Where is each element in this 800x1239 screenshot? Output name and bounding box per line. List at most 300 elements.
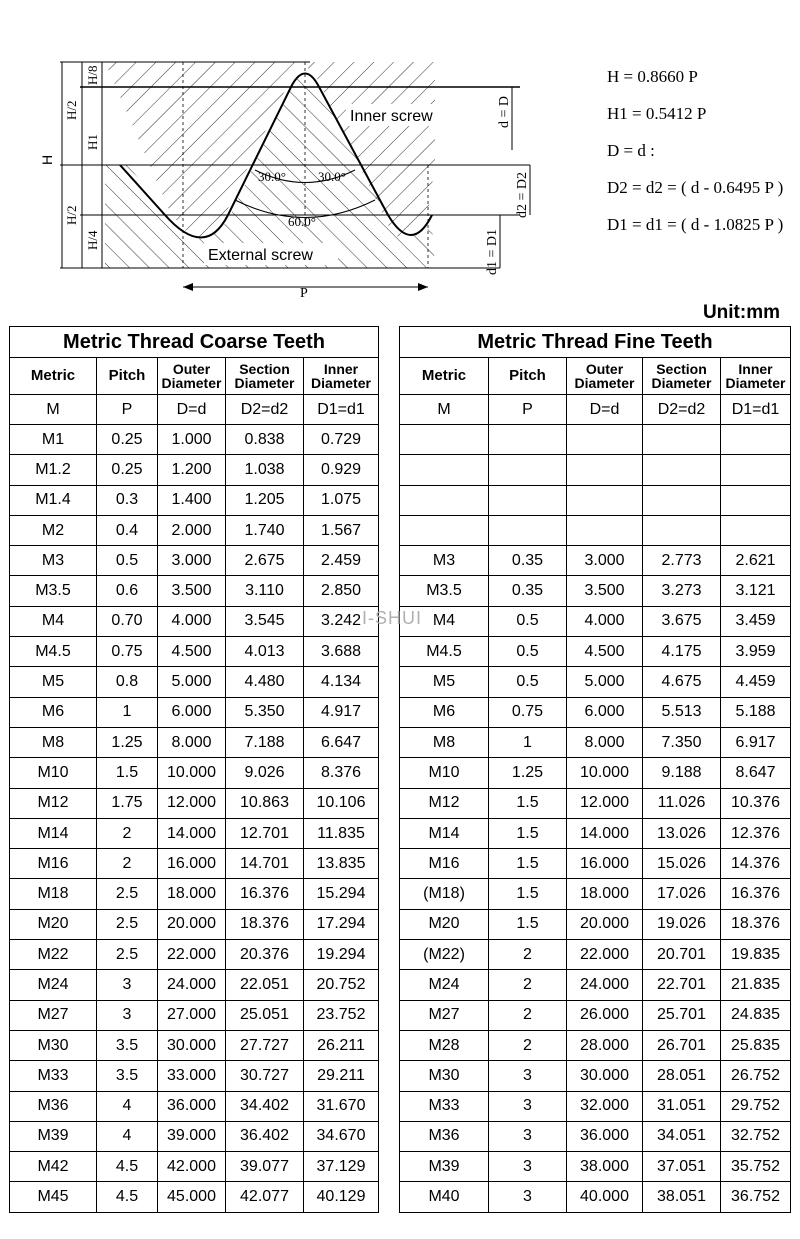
table-row: [400, 1091, 791, 1121]
table-cell: 16.000: [158, 849, 226, 879]
table-cell: 13.026: [643, 818, 721, 848]
table-cell: 36.000: [158, 1091, 226, 1121]
table-cell: M12: [10, 788, 97, 818]
table-cell: 19.026: [643, 909, 721, 939]
table-row: [10, 667, 379, 697]
table-cell: 1.5: [489, 879, 567, 909]
table-row: [400, 818, 791, 848]
label-pitch: P: [300, 286, 308, 300]
table-row: [400, 515, 791, 545]
table-cell: M5: [10, 667, 97, 697]
table-cell: 3.121: [721, 576, 791, 606]
table-cell: M39: [400, 1152, 489, 1182]
table-cell: 1.75: [97, 788, 158, 818]
table-cell: 37.129: [304, 1152, 379, 1182]
table-cell: 28.051: [643, 1061, 721, 1091]
table-row: [400, 849, 791, 879]
table-cell: [721, 485, 791, 515]
table-cell: M3.5: [400, 576, 489, 606]
table-cell: M39: [10, 1121, 97, 1151]
table-row: [400, 727, 791, 757]
table-row: [400, 909, 791, 939]
table-cell: 3.273: [643, 576, 721, 606]
coarse-header-1: Pitch: [97, 358, 158, 395]
table-cell: 19.835: [721, 940, 791, 970]
label-angle-left: 30.0°: [258, 169, 286, 184]
table-cell: 16.376: [721, 879, 791, 909]
table-cell: M28: [400, 1030, 489, 1060]
table-cell: 2.773: [643, 546, 721, 576]
table-cell: 4.500: [567, 637, 643, 667]
fine-header-3: Section Diameter: [643, 358, 721, 395]
formula-h: H = 0.8660 P: [607, 67, 698, 86]
table-cell: 0.5: [489, 637, 567, 667]
table-cell: [721, 515, 791, 545]
table-cell: 3.688: [304, 637, 379, 667]
fine-header-4: Inner Diameter: [721, 358, 791, 395]
table-cell: 1.740: [226, 515, 304, 545]
table-row: [10, 1000, 379, 1030]
table-cell: 8.000: [158, 727, 226, 757]
table-cell: 18.376: [226, 909, 304, 939]
table-cell: 3.110: [226, 576, 304, 606]
fine-table-title: Metric Thread Fine Teeth: [400, 327, 791, 358]
label-d2-eq-D2: d2 = D2: [515, 171, 530, 218]
table-cell: 8.376: [304, 758, 379, 788]
table-cell: 31.670: [304, 1091, 379, 1121]
coarse-symbol-4: D1=d1: [304, 395, 379, 425]
table-row: [10, 879, 379, 909]
table-cell: 20.000: [158, 909, 226, 939]
table-cell: 3.459: [721, 606, 791, 636]
table-row: [400, 1121, 791, 1151]
table-cell: M33: [10, 1061, 97, 1091]
table-cell: 31.051: [643, 1091, 721, 1121]
table-cell: [400, 515, 489, 545]
table-cell: 34.670: [304, 1121, 379, 1151]
table-cell: 4.5: [97, 1182, 158, 1212]
unit-label: Unit:mm: [702, 302, 780, 323]
table-row: [10, 515, 379, 545]
fine-thread-table: [399, 326, 791, 1213]
table-cell: 0.5: [97, 546, 158, 576]
table-cell: M24: [10, 970, 97, 1000]
table-cell: 14.000: [567, 818, 643, 848]
table-cell: M45: [10, 1182, 97, 1212]
table-cell: M4.5: [10, 637, 97, 667]
table-cell: M20: [400, 909, 489, 939]
label-angle-total: 60.0°: [288, 214, 316, 229]
table-cell: 24.000: [567, 970, 643, 1000]
table-cell: 16.000: [567, 849, 643, 879]
table-row: [10, 970, 379, 1000]
table-cell: 6.000: [158, 697, 226, 727]
table-cell: 2.850: [304, 576, 379, 606]
table-cell: 4.675: [643, 667, 721, 697]
table-cell: 1.205: [226, 485, 304, 515]
table-cell: 36.752: [721, 1182, 791, 1212]
table-cell: 20.701: [643, 940, 721, 970]
table-row: [10, 1152, 379, 1182]
coarse-header-3: Section Diameter: [226, 358, 304, 395]
table-cell: 3: [489, 1152, 567, 1182]
table-row: [10, 940, 379, 970]
table-row: [400, 1182, 791, 1212]
label-h2-top: H/2: [64, 100, 79, 120]
watermark: I-SHUI: [362, 608, 422, 628]
table-cell: 18.376: [721, 909, 791, 939]
fine-symbol-row: [400, 395, 791, 425]
table-cell: 38.000: [567, 1152, 643, 1182]
table-row: [400, 425, 791, 455]
table-cell: 27.727: [226, 1030, 304, 1060]
table-cell: 3: [489, 1182, 567, 1212]
table-cell: 3.000: [158, 546, 226, 576]
table-cell: M10: [400, 758, 489, 788]
table-cell: [643, 425, 721, 455]
table-row: [10, 637, 379, 667]
table-row: [10, 485, 379, 515]
table-cell: [567, 425, 643, 455]
table-cell: 3.000: [567, 546, 643, 576]
table-row: [400, 697, 791, 727]
table-cell: [400, 485, 489, 515]
table-cell: 4.459: [721, 667, 791, 697]
coarse-table-title: Metric Thread Coarse Teeth: [10, 327, 379, 358]
table-cell: M27: [400, 1000, 489, 1030]
table-cell: 1: [97, 697, 158, 727]
table-cell: 12.376: [721, 818, 791, 848]
table-cell: [567, 485, 643, 515]
table-row: [400, 879, 791, 909]
table-cell: 17.294: [304, 909, 379, 939]
table-cell: M4: [10, 606, 97, 636]
table-cell: 0.25: [97, 425, 158, 455]
table-cell: M4.5: [400, 637, 489, 667]
table-cell: 32.752: [721, 1121, 791, 1151]
table-cell: 36.000: [567, 1121, 643, 1151]
table-cell: M30: [400, 1061, 489, 1091]
table-cell: 25.051: [226, 1000, 304, 1030]
table-row: [400, 606, 791, 636]
table-cell: 3: [489, 1091, 567, 1121]
table-cell: 6.917: [721, 727, 791, 757]
table-cell: 1.075: [304, 485, 379, 515]
table-cell: 10.000: [158, 758, 226, 788]
label-h2-bottom: H/2: [64, 205, 79, 225]
formula-h1: H1 = 0.5412 P: [607, 104, 707, 123]
table-cell: 36.402: [226, 1121, 304, 1151]
table-cell: 1.5: [489, 788, 567, 818]
label-h8: H/8: [85, 65, 100, 85]
table-cell: [489, 425, 567, 455]
table-cell: 6.647: [304, 727, 379, 757]
table-cell: 11.026: [643, 788, 721, 818]
table-cell: 0.729: [304, 425, 379, 455]
table-cell: 25.835: [721, 1030, 791, 1060]
table-cell: 5.350: [226, 697, 304, 727]
table-cell: 0.75: [489, 697, 567, 727]
table-cell: 2: [97, 818, 158, 848]
table-cell: 25.701: [643, 1000, 721, 1030]
table-row: [10, 788, 379, 818]
table-row: [400, 455, 791, 485]
table-cell: 26.701: [643, 1030, 721, 1060]
table-cell: 12.701: [226, 818, 304, 848]
fine-symbol-1: P: [489, 395, 567, 425]
table-cell: [489, 455, 567, 485]
table-cell: 0.4: [97, 515, 158, 545]
table-cell: 10.106: [304, 788, 379, 818]
table-cell: 5.513: [643, 697, 721, 727]
table-cell: M8: [400, 727, 489, 757]
table-cell: M16: [400, 849, 489, 879]
table-cell: 2.000: [158, 515, 226, 545]
table-cell: M18: [10, 879, 97, 909]
label-d1-eq-D1: d1 = D1: [485, 228, 500, 275]
table-cell: 3.5: [97, 1030, 158, 1060]
fine-header-row: [400, 358, 791, 395]
table-cell: 2.5: [97, 909, 158, 939]
table-cell: 35.752: [721, 1152, 791, 1182]
table-cell: [489, 515, 567, 545]
table-cell: M1.2: [10, 455, 97, 485]
table-row: [400, 1030, 791, 1060]
table-cell: 4: [97, 1091, 158, 1121]
table-cell: 40.000: [567, 1182, 643, 1212]
coarse-thread-table: [9, 326, 379, 1213]
table-cell: M36: [10, 1091, 97, 1121]
table-cell: 3: [489, 1121, 567, 1151]
table-cell: 14.701: [226, 849, 304, 879]
table-cell: 32.000: [567, 1091, 643, 1121]
table-cell: 9.026: [226, 758, 304, 788]
table-cell: 14.376: [721, 849, 791, 879]
table-row: [400, 1000, 791, 1030]
table-cell: 4.000: [567, 606, 643, 636]
table-row: [10, 576, 379, 606]
table-cell: M40: [400, 1182, 489, 1212]
table-cell: 13.835: [304, 849, 379, 879]
table-cell: 10.000: [567, 758, 643, 788]
table-cell: 0.8: [97, 667, 158, 697]
table-cell: 1.400: [158, 485, 226, 515]
coarse-header-2: Outer Diameter: [158, 358, 226, 395]
table-cell: 5.188: [721, 697, 791, 727]
table-row: [10, 1121, 379, 1151]
table-cell: M42: [10, 1152, 97, 1182]
table-row: [10, 455, 379, 485]
table-cell: 2.675: [226, 546, 304, 576]
table-cell: 2: [489, 1030, 567, 1060]
label-external-screw: External screw: [208, 247, 313, 264]
table-cell: 8.647: [721, 758, 791, 788]
table-cell: [567, 515, 643, 545]
fine-header-1: Pitch: [489, 358, 567, 395]
table-cell: M30: [10, 1030, 97, 1060]
table-cell: 30.000: [567, 1061, 643, 1091]
table-row: [400, 1152, 791, 1182]
table-cell: 4.175: [643, 637, 721, 667]
table-cell: 9.188: [643, 758, 721, 788]
label-h4: H/4: [85, 230, 100, 250]
table-cell: 1: [489, 727, 567, 757]
table-cell: 18.000: [567, 879, 643, 909]
table-row: [400, 970, 791, 1000]
table-row: [10, 758, 379, 788]
table-cell: 4.013: [226, 637, 304, 667]
table-cell: 45.000: [158, 1182, 226, 1212]
table-row: [400, 485, 791, 515]
table-cell: 14.000: [158, 818, 226, 848]
formula-d1: D1 = d1 = ( d - 1.0825 P ): [607, 215, 784, 234]
coarse-symbol-1: P: [97, 395, 158, 425]
table-cell: M36: [400, 1121, 489, 1151]
table-row: [10, 818, 379, 848]
table-cell: M1: [10, 425, 97, 455]
table-cell: 21.835: [721, 970, 791, 1000]
table-row: [10, 1182, 379, 1212]
table-cell: 26.752: [721, 1061, 791, 1091]
table-row: [10, 1030, 379, 1060]
table-cell: M27: [10, 1000, 97, 1030]
table-cell: 0.929: [304, 455, 379, 485]
table-cell: 0.838: [226, 425, 304, 455]
table-cell: 22.000: [158, 940, 226, 970]
label-h1: H1: [85, 134, 100, 150]
table-cell: 4.500: [158, 637, 226, 667]
table-cell: 5.000: [567, 667, 643, 697]
table-cell: 42.077: [226, 1182, 304, 1212]
table-cell: (M22): [400, 940, 489, 970]
table-cell: 1.5: [489, 818, 567, 848]
coarse-header-row: [10, 358, 379, 395]
table-cell: 3: [97, 1000, 158, 1030]
table-cell: 22.701: [643, 970, 721, 1000]
table-cell: 3.500: [158, 576, 226, 606]
table-cell: 3.675: [643, 606, 721, 636]
table-cell: 5.000: [158, 667, 226, 697]
coarse-symbol-row: [10, 395, 379, 425]
table-cell: 2.459: [304, 546, 379, 576]
table-row: [400, 637, 791, 667]
table-cell: 20.376: [226, 940, 304, 970]
table-cell: 27.000: [158, 1000, 226, 1030]
fine-title-row: [400, 327, 791, 358]
table-cell: 12.000: [158, 788, 226, 818]
table-cell: 7.188: [226, 727, 304, 757]
table-cell: M1.4: [10, 485, 97, 515]
table-cell: 22.051: [226, 970, 304, 1000]
table-cell: 0.75: [97, 637, 158, 667]
table-cell: [567, 455, 643, 485]
label-h: H: [39, 154, 55, 165]
table-cell: 1.038: [226, 455, 304, 485]
table-cell: 2.5: [97, 879, 158, 909]
table-cell: 1.25: [97, 727, 158, 757]
table-row: [10, 546, 379, 576]
table-cell: M33: [400, 1091, 489, 1121]
table-row: [10, 606, 379, 636]
coarse-title-row: [10, 327, 379, 358]
fine-symbol-2: D=d: [567, 395, 643, 425]
coarse-symbol-0: M: [10, 395, 97, 425]
table-row: [400, 667, 791, 697]
table-row: [10, 425, 379, 455]
table-row: [10, 727, 379, 757]
table-cell: [400, 425, 489, 455]
table-cell: 3: [489, 1061, 567, 1091]
table-cell: 39.077: [226, 1152, 304, 1182]
table-cell: 1.567: [304, 515, 379, 545]
table-cell: 34.051: [643, 1121, 721, 1151]
formula-d2: D2 = d2 = ( d - 0.6495 P ): [607, 178, 784, 197]
table-cell: 30.000: [158, 1030, 226, 1060]
table-cell: 4.480: [226, 667, 304, 697]
table-cell: 18.000: [158, 879, 226, 909]
table-cell: M6: [10, 697, 97, 727]
table-cell: 4.917: [304, 697, 379, 727]
table-cell: 1.000: [158, 425, 226, 455]
fine-symbol-3: D2=d2: [643, 395, 721, 425]
table-cell: 0.35: [489, 576, 567, 606]
table-cell: 0.6: [97, 576, 158, 606]
table-cell: 29.752: [721, 1091, 791, 1121]
table-cell: 7.350: [643, 727, 721, 757]
table-cell: 2: [489, 1000, 567, 1030]
table-cell: 26.211: [304, 1030, 379, 1060]
fine-symbol-4: D1=d1: [721, 395, 791, 425]
table-row: [10, 849, 379, 879]
table-cell: M10: [10, 758, 97, 788]
table-cell: 2.621: [721, 546, 791, 576]
table-cell: 0.5: [489, 606, 567, 636]
table-row: [10, 1061, 379, 1091]
table-cell: 0.35: [489, 546, 567, 576]
fine-symbol-0: M: [400, 395, 489, 425]
table-cell: 11.835: [304, 818, 379, 848]
table-cell: 3.500: [567, 576, 643, 606]
table-cell: 20.752: [304, 970, 379, 1000]
table-cell: 0.5: [489, 667, 567, 697]
table-cell: 19.294: [304, 940, 379, 970]
table-cell: M3.5: [10, 576, 97, 606]
table-cell: 39.000: [158, 1121, 226, 1151]
table-cell: M8: [10, 727, 97, 757]
table-row: [10, 697, 379, 727]
table-cell: 34.402: [226, 1091, 304, 1121]
coarse-symbol-2: D=d: [158, 395, 226, 425]
fine-header-0: Metric: [400, 358, 489, 395]
table-cell: [643, 515, 721, 545]
table-cell: 1.5: [489, 909, 567, 939]
table-cell: 2: [489, 970, 567, 1000]
table-cell: M20: [10, 909, 97, 939]
table-cell: 16.376: [226, 879, 304, 909]
table-cell: 4.134: [304, 667, 379, 697]
table-cell: 1.5: [489, 849, 567, 879]
table-cell: 26.000: [567, 1000, 643, 1030]
table-cell: 24.000: [158, 970, 226, 1000]
table-cell: 38.051: [643, 1182, 721, 1212]
table-cell: 8.000: [567, 727, 643, 757]
table-cell: M6: [400, 697, 489, 727]
table-row: [400, 940, 791, 970]
table-cell: [721, 455, 791, 485]
table-cell: 37.051: [643, 1152, 721, 1182]
label-inner-screw: Inner screw: [350, 108, 433, 125]
table-cell: 0.25: [97, 455, 158, 485]
